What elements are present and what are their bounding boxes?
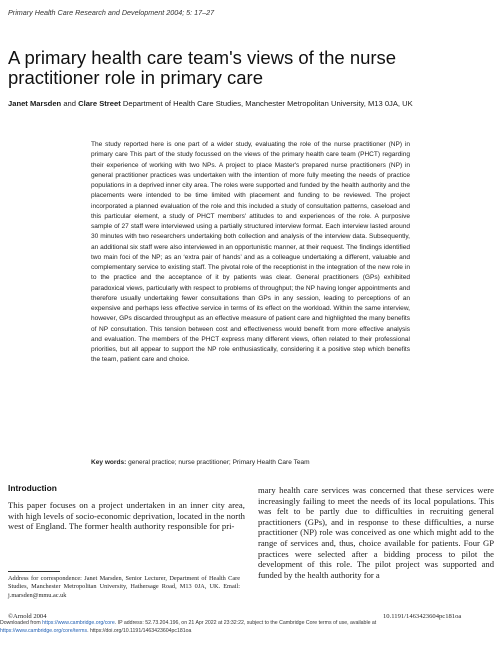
download-middle: . IP address: 52.73.204.196, on 21 Apr 2022 at 23:32:22, subject to the Cambridge Core terms of use, available at [114,620,377,626]
journal-header [8,8,488,17]
cambridge-core-link[interactable]: https://www.cambridge.org/core [42,620,115,626]
download-notice [0,619,503,635]
cambridge-terms-link[interactable]: https://www.cambridge.org/core/terms [0,628,88,634]
download-doi: . https://doi.org/10.1191/1463423604pc181oa [87,628,192,634]
author-1: Janet Marsden [8,99,62,108]
copyright-notice: ©Arnold 2004 [8,613,47,620]
author-line [8,98,488,109]
journal-citation: 2004; 5: 17–27 [166,8,215,17]
author-conjunction: and [63,99,76,108]
introduction-paragraph-right: mary health care services was concerned that these services were increasingly failing to meet the needs of its local populations. This was felt to be partly due to difficulties in recruiting general practitioners (GPs), and in response to these difficulties, a nurse practitioner (NP) role was conceived as one which might add to the range of services and, thus, choice available for patients. Four GP practices were selected after a bidding process to pilot the development of this role. The pilot project was supported and funded by the health authority for a [258,485,494,580]
keywords-text: general practice; nurse practitioner; Primary Health Care Team [128,459,310,466]
keywords-label: Key words: [91,459,127,466]
keywords [91,458,421,468]
article-title: A primary health care team's views of the nurse practitioner role in primary care [8,47,397,88]
correspondence-footnote: Address for correspondence: Janet Marsden, Senior Lecturer, Department of Health Care Studies, Manchester Metropolitan University, Hathersage Road, M13 0JA, UK. Email: j.marsden@mmu.ac.uk [8,575,240,599]
journal-name: Primary Health Care Research and Development [8,8,165,17]
abstract: The study reported here is one part of a wider study, evaluating the role of the nurse practitioner (NP) in primary care This part of the study focussed on the views of the primary health care team (PHCT) regarding their experience of working with two NPs. A project to place Master's prepared nurse practitioners (NP) in general practitioner practices was undertaken with the intention of more fully meeting the needs of practice populations in a deprived inner city area. The roles were supported and funded by the health authority and the placements were intended to be time limited with placement and funding to be reviewed. The project incorporated a planned evaluation of the role and this included a study of consultation patterns, caseload and this particular element, a study of PHCT members' attitudes to and experiences of the role. A purposive sample of 27 staff were interviewed using a partially structured interview format. Each interview lasted around 30 minutes with two researchers undertaking both collection and analysis of the interview data. Subsequently, an additional six staff were also interviewed in an opportunistic manner, at their request. The findings identified two main foci of the NP; as an ‘extra pair of hands’ and as a colleague undertaking a different, valuable and complementary service to existing staff. The pivotal role of the receptionist in the integration of the new role in to the practice and the acceptance of it by patients was clear. General practitioners (GPs) exhibited paradoxical views, particularly with respect to problems of throughput; the NP having longer appointments and therefore usually undertaking fewer consultations than GPs in any session, leading to perceptions of an expensive and perhaps less effective service in terms of its effect on the workload. Within the same interview, however, GPs discarded throughput as an effective measure of patient care and highlighted the many benefits of NP consultation. This tension between cost and effectiveness would benefit from more effective analysis and evaluation. The members of the PHCT express many different views, often related to their professional priorities, but all appear to support the NP role enthusiastically, considering it a positive step which benefits the team, patient care and choice. [91,141,410,364]
author-2: Clare Street [78,99,121,108]
body-column-left [8,483,245,532]
article-doi: 10.1191/1463423604pc181oa [383,613,462,620]
author-affiliation: Department of Health Care Studies, Manchester Metropolitan University, M13 0JA, UK [122,99,413,108]
section-heading-introduction: Introduction [8,483,57,493]
download-prefix: Downloaded from [0,620,41,626]
footnote-divider [8,571,60,572]
introduction-paragraph-left: This paper focuses on a project undertaken in an inner city area, with high levels of socio-economic deprivation, located in the north west of England. The former health authority responsible for pri- [8,500,245,532]
